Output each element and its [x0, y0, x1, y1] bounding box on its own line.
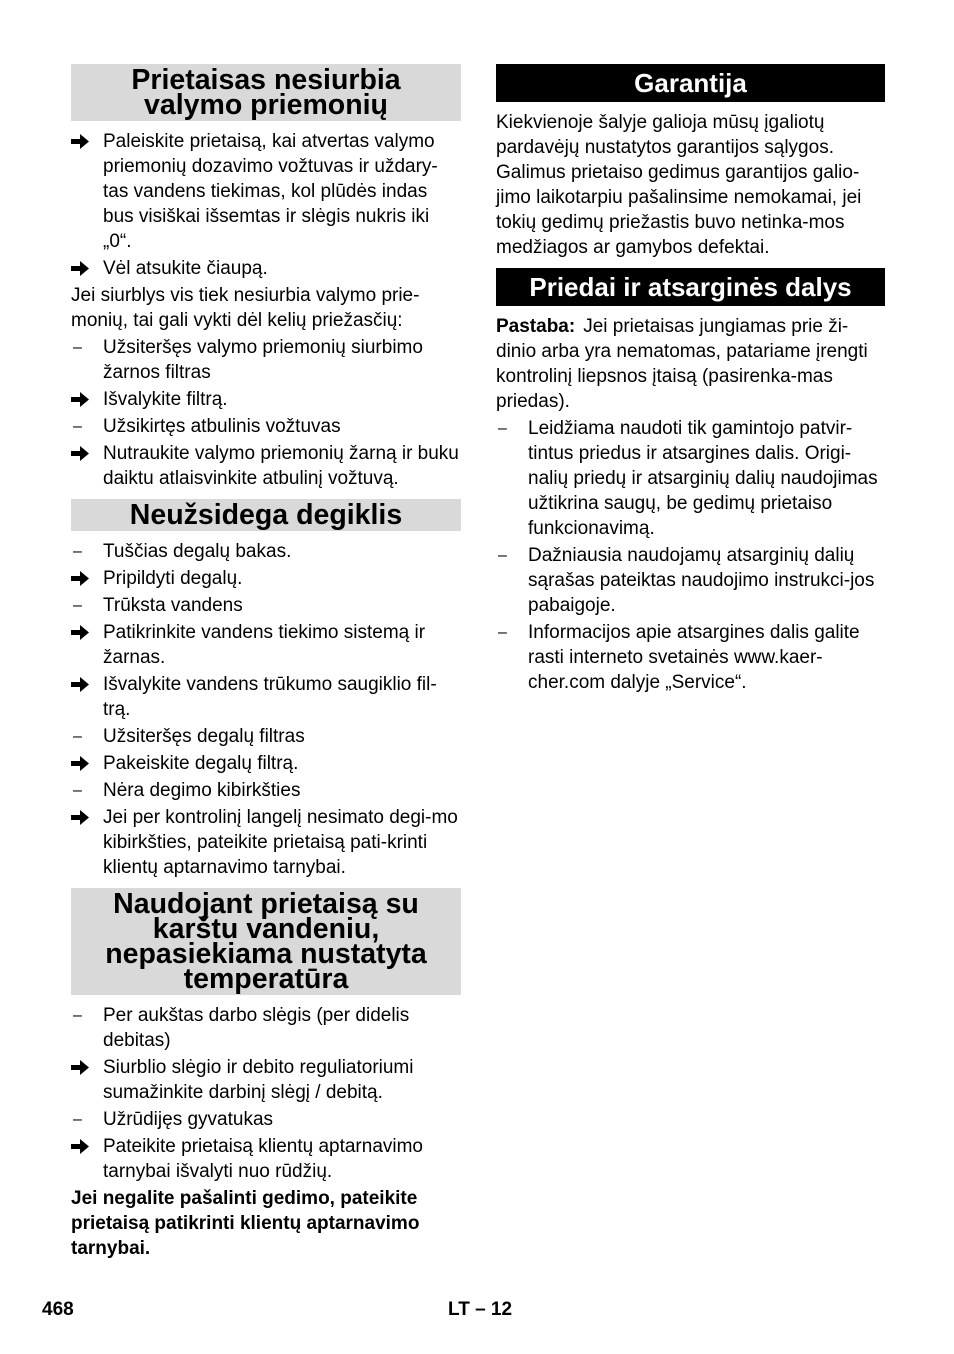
action-item: [71, 1055, 461, 1105]
left-column: [71, 64, 461, 1261]
dash-bullet-icon: –: [73, 418, 82, 435]
action-item: [71, 256, 461, 281]
dash-bullet-icon: –: [73, 597, 82, 614]
item-text: Nėra degimo kibirkšties: [103, 780, 301, 801]
arrow-right-icon: [71, 256, 103, 276]
action-item: [71, 566, 461, 591]
cause-item: [71, 1003, 461, 1053]
cause-item: [71, 335, 461, 385]
action-item: [71, 672, 461, 722]
arrow-right-icon: [71, 1134, 103, 1154]
dash-bullet-icon: –: [73, 1111, 82, 1128]
item-text: Informacijos apie atsargines dalis galite rasti interneto svetainės www.kaer-cher.com dalyje „Service“.: [528, 622, 860, 693]
dash-bullet-icon: –: [73, 543, 82, 560]
action-item: [71, 129, 461, 254]
action-item: [71, 441, 461, 491]
dash-bullet-icon: –: [73, 1007, 82, 1024]
paragraph-contact-service: Jei negalite pašalinti gedimo, pateikite prietaisą patikrinti klientų aptarnavimo tarnybai.: [71, 1188, 420, 1259]
arrow-right-icon: [71, 387, 103, 407]
section-heading-warranty: Garantija: [496, 64, 885, 102]
item-text: Užrūdijęs gyvatukas: [103, 1109, 274, 1130]
item-text: Leidžiama naudoti tik gamintojo patvir-tintus priedus ir atsargines dalis. Origi-nalių priedų ir atsarginių dalių naudojimas užtikrina saugų, be gedimų prietaiso funkcionavimą.: [528, 418, 878, 539]
item-text: Per aukštas darbo slėgis (per didelis debitas): [103, 1005, 410, 1051]
arrow-right-icon: [71, 620, 103, 640]
action-item: [71, 1134, 461, 1184]
arrow-right-icon: [71, 805, 103, 825]
list-s1-b: [71, 335, 461, 491]
paragraph-note: [496, 314, 885, 414]
item-text: Pakeiskite degalų filtrą.: [103, 753, 299, 774]
arrow-right-icon: [71, 751, 103, 771]
section-heading-no-detergent: Prietaisas nesiurbia valymo priemonių: [71, 64, 461, 121]
list-s2: [71, 539, 461, 880]
item-text: Paleiskite prietaisą, kai atvertas valymo priemonių dozavimo vožtuvas ir uždary-tas vandens tiekimas, kol plūdės indas bus visiškai išsemtas ir slėgis nukris iki „0“.: [103, 131, 438, 252]
item-text: Siurblio slėgio ir debito reguliatoriumi sumažinkite darbinį slėgį / debitą.: [103, 1057, 414, 1103]
list-s1-a: [71, 129, 461, 281]
item-text: Užsiteršęs degalų filtras: [103, 726, 305, 747]
item-text: Patikrinkite vandens tiekimo sistemą ir žarnas.: [103, 622, 426, 668]
page-number: 468: [42, 1299, 74, 1320]
action-item: [71, 751, 461, 776]
item-text: Užsikirtęs atbulinis vožtuvas: [103, 416, 341, 437]
arrow-right-icon: [71, 129, 103, 149]
language-page-label: LT – 12: [448, 1299, 513, 1320]
item-text: Išvalykite vandens trūkumo saugiklio fil-trą.: [103, 674, 437, 720]
item-text: Nutraukite valymo priemonių žarną ir buku daiktu atlaisvinkite atbulinį vožtuvą.: [103, 443, 459, 489]
item-text: Išvalykite filtrą.: [103, 389, 228, 410]
action-item: [71, 387, 461, 412]
section-heading-temperature: Naudojant prietaisą su karštu vandeniu, nepasiekiama nustatyta temperatūra: [71, 888, 461, 995]
paragraph-warranty: Kiekvienoje šalyje galioja mūsų įgaliotų pardavėjų nustatytos garantijos sąlygos. Galimus prietaiso gedimus garantijos galio-jimo laikotarpiu pašalinsime nemokamai, jei tokių gedimų priežastis buvo netinka-mos medžiagos ar gamybos defektai.: [496, 112, 862, 258]
item-text: Tuščias degalų bakas.: [103, 541, 292, 562]
dash-bullet-icon: –: [498, 420, 507, 437]
cause-item: [71, 539, 461, 564]
dash-bullet-icon: –: [73, 782, 82, 799]
item-text: Trūksta vandens: [103, 595, 243, 616]
cause-item: [496, 543, 885, 618]
cause-item: [71, 414, 461, 439]
arrow-right-icon: [71, 441, 103, 461]
paragraph-causes: Jei siurblys vis tiek nesiurbia valymo prie-monių, tai gali vykti dėl kelių priežasčių:: [71, 285, 420, 331]
cause-item: [71, 724, 461, 749]
item-text: Dažniausia naudojamų atsarginių dalių sąrašas pateiktas naudojimo instrukci-jos pabaigoje.: [528, 545, 875, 616]
list-s3: [71, 1003, 461, 1184]
cause-item: [496, 620, 885, 695]
cause-item: [71, 1107, 461, 1132]
right-column: [496, 64, 885, 695]
item-text: Užsiteršęs valymo priemonių siurbimo žarnos filtras: [103, 337, 423, 383]
item-text: Pateikite prietaisą klientų aptarnavimo tarnybai išvalyti nuo rūdžių.: [103, 1136, 424, 1182]
list-accessories: [496, 416, 885, 695]
action-item: [71, 805, 461, 880]
dash-bullet-icon: –: [73, 728, 82, 745]
arrow-right-icon: [71, 672, 103, 692]
cause-item: [71, 593, 461, 618]
cause-item: [496, 416, 885, 541]
note-label: Pastaba:: [496, 316, 576, 337]
item-text: Vėl atsukite čiaupą.: [103, 258, 268, 279]
section-heading-burner: Neužsidega degiklis: [71, 499, 461, 531]
section-heading-accessories: Priedai ir atsarginės dalys: [496, 268, 885, 306]
cause-item: [71, 778, 461, 803]
item-text: Jei per kontrolinį langelį nesimato degi-mo kibirkšties, pateikite prietaisą pati-krinti klientų aptarnavimo tarnybai.: [103, 807, 458, 878]
dash-bullet-icon: –: [498, 547, 507, 564]
dash-bullet-icon: –: [73, 339, 82, 356]
note-text: Jei prietaisas jungiamas prie ži-dinio arba yra nematomas, patariame įrengti kontrolinį liepsnos įtaisą (pasirenka-mas priedas).: [496, 316, 868, 412]
arrow-right-icon: [71, 566, 103, 586]
dash-bullet-icon: –: [498, 624, 507, 641]
action-item: [71, 620, 461, 670]
item-text: Pripildyti degalų.: [103, 568, 243, 589]
arrow-right-icon: [71, 1055, 103, 1075]
